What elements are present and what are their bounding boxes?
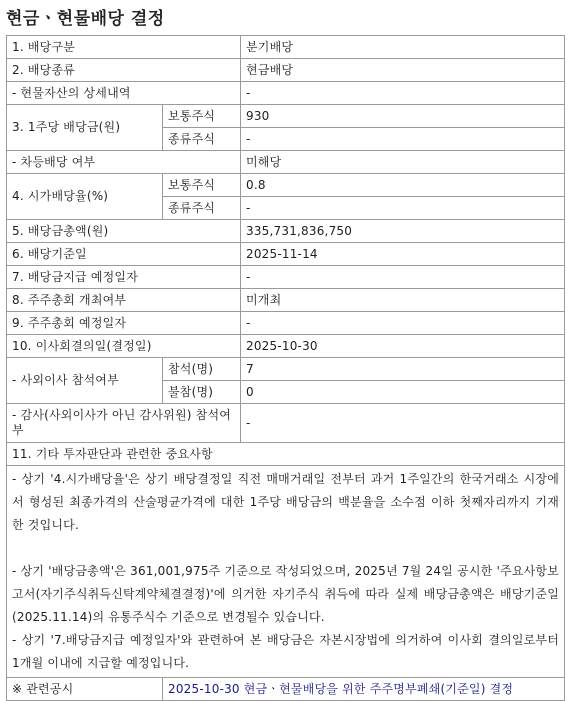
row-other-matters-header <box>7 443 565 466</box>
label-payment-date: 7. 배당금지급 예정일자 <box>7 266 241 289</box>
row-yield-common <box>7 174 565 197</box>
value-record-date: 2025-11-14 <box>241 243 565 266</box>
note-payment-date-explanation: - 상기 '7.배당금지급 예정일자'와 관련하여 본 배당금은 자본시장법에 의거하여 이사회 결의일로부터 1개월 이내에 지급할 예정입니다. <box>12 633 560 670</box>
value-yield-class: - <box>241 197 565 220</box>
row-total-dividend <box>7 220 565 243</box>
value-dividend-kind: 현금배당 <box>241 59 565 82</box>
row-related-disclosure <box>7 678 565 701</box>
label-related-disclosure: ※ 관련공시 <box>7 678 163 701</box>
value-yield-common: 0.8 <box>241 174 565 197</box>
value-dps-common: 930 <box>241 105 565 128</box>
value-agm-held: 미개최 <box>241 289 565 312</box>
note-yield-explanation: - 상기 '4.시가배당율'은 상기 배당결정일 직전 매매거래일 전부터 과거 1주일간의 한국거래소 시장에서 형성된 최종가격의 산술평균가격에 대한 1주당 배당금의 백분율을 소수점 이하 첫째자리까지 기재한 것입니다. <box>12 472 560 532</box>
label-record-date: 6. 배당기준일 <box>7 243 241 266</box>
value-dps-class: - <box>241 128 565 151</box>
label-dps-common: 보통주식 <box>163 105 241 128</box>
row-payment-date <box>7 266 565 289</box>
row-outside-directors-present <box>7 358 565 381</box>
label-yield-common: 보통주식 <box>163 174 241 197</box>
value-agm-date: - <box>241 312 565 335</box>
row-dividend-type <box>7 36 565 59</box>
value-in-kind-detail: - <box>241 82 565 105</box>
label-dividend-kind: 2. 배당종류 <box>7 59 241 82</box>
dividend-disclosure-table <box>6 35 565 701</box>
value-present-count: 7 <box>241 358 565 381</box>
label-auditor-attendance: - 감사(사외이사가 아닌 감사위원) 참석여부 <box>7 404 241 443</box>
label-in-kind-detail: - 현물자산의 상세내역 <box>7 82 241 105</box>
value-total-dividend: 335,731,836,750 <box>241 220 565 243</box>
row-agm-held <box>7 289 565 312</box>
row-dividend-kind <box>7 59 565 82</box>
value-board-resolution: 2025-10-30 <box>241 335 565 358</box>
value-payment-date: - <box>241 266 565 289</box>
note-spacer <box>12 537 559 560</box>
label-outside-directors: - 사외이사 참석여부 <box>7 358 163 404</box>
label-differential-dividend: - 차등배당 여부 <box>7 151 241 174</box>
label-board-resolution: 10. 이사회결의일(결정일) <box>7 335 241 358</box>
page-title: 현금ㆍ현물배당 결정 <box>6 9 165 29</box>
label-present-count: 참석(명) <box>163 358 241 381</box>
label-dividend-type: 1. 배당구분 <box>7 36 241 59</box>
label-dividend-per-share: 3. 1주당 배당금(원) <box>7 105 163 151</box>
label-dividend-yield: 4. 시가배당율(%) <box>7 174 163 220</box>
label-agm-held: 8. 주주총회 개최여부 <box>7 289 241 312</box>
row-in-kind-detail <box>7 82 565 105</box>
label-other-matters: 11. 기타 투자판단과 관련한 중요사항 <box>7 443 565 466</box>
row-agm-date <box>7 312 565 335</box>
row-auditor-attendance <box>7 404 565 443</box>
row-dps-common <box>7 105 565 128</box>
label-agm-date: 9. 주주총회 예정일자 <box>7 312 241 335</box>
value-auditor-attendance: - <box>241 404 565 443</box>
value-absent-count: 0 <box>241 381 565 404</box>
label-yield-class: 종류주식 <box>163 197 241 220</box>
value-differential-dividend: 미해당 <box>241 151 565 174</box>
label-dps-class: 종류주식 <box>163 128 241 151</box>
label-total-dividend: 5. 배당금총액(원) <box>7 220 241 243</box>
value-dividend-type: 분기배당 <box>241 36 565 59</box>
label-absent-count: 불참(명) <box>163 381 241 404</box>
row-differential-dividend <box>7 151 565 174</box>
row-other-matters-notes <box>7 466 565 678</box>
row-record-date <box>7 243 565 266</box>
row-board-resolution <box>7 335 565 358</box>
other-matters-notes <box>7 466 565 678</box>
note-total-dividend-explanation: - 상기 '배당금총액'은 361,001,975주 기준으로 작성되었으며, 2025년 7월 24일 공시한 '주요사항보고서(자기주식취득신탁계약체결결정)'에 의거한 자기주식 취득에 따라 실제 배당금총액은 배당기준일(2025.11.14)의 유통주식수 기준으로 변경될수 있습니다. <box>12 564 560 624</box>
related-disclosure-link[interactable]: 2025-10-30 현금ㆍ현물배당을 위한 주주명부폐쇄(기준일) 결정 <box>163 678 565 701</box>
